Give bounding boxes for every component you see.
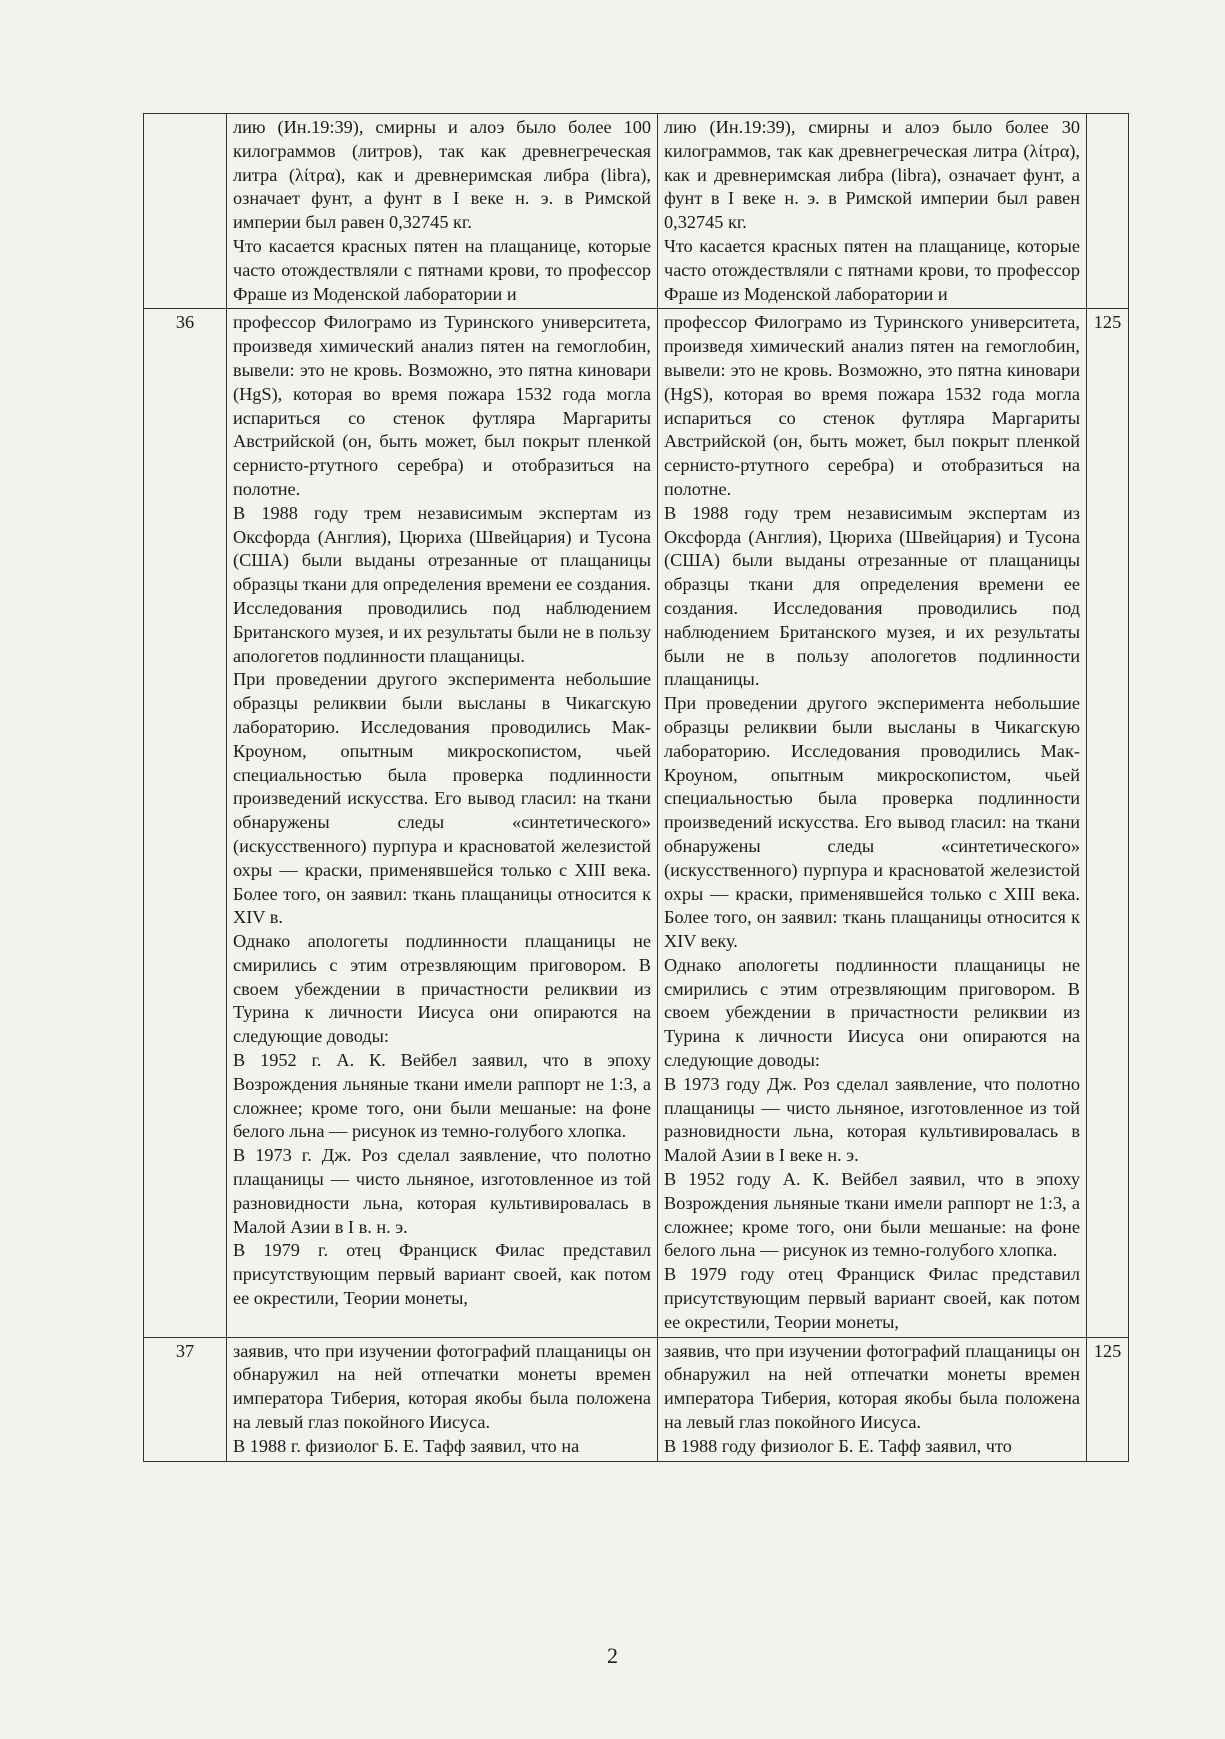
paragraph: В 1988 г. физиолог Б. Е. Тафф заявил, что на	[233, 1435, 580, 1456]
original-text-cell	[227, 114, 658, 309]
paragraph: При проведении другого эксперимента небольшие образцы реликвии были высланы в Чикагскую лабораторию. Исследования проводились Мак-Кроуном, опытным микроскопистом, чьей специальностью была проверка подлинности произведений искусства. Его вывод гласил: на ткани обнаружены следы «синтетического» (искусственного) пурпура и красноватой железистой охры — краски, применявшейся только с XIII века. Более того, он заявил: ткань плащаницы относится к XIV в.	[233, 669, 651, 928]
paragraph: Однако апологеты подлинности плащаницы не смирились с этим отрезвляющим приговором. В своем убеждении в причастности реликвии из Турина к личности Иисуса они опираются на следующие доводы:	[664, 954, 1080, 1071]
paragraph: В 1973 году Дж. Роз сделал заявление, что полотно плащаницы — чисто льняное, изготовленное из той разновидности льна, которая культивировалась в Малой Азии в I веке н. э.	[664, 1073, 1080, 1166]
paragraph: В 1988 году физиолог Б. Е. Тафф заявил, что	[664, 1435, 1012, 1456]
row-number	[144, 114, 227, 309]
paragraph: В 1952 г. А. К. Вейбел заявил, что в эпоху Возрождения льняные ткани имели раппорт не 1:3, а сложнее; кроме того, они были мешаные: на фоне белого льна — рисунок из темно-голубого хлопка.	[233, 1050, 651, 1142]
paragraph: В 1973 г. Дж. Роз сделал заявление, что полотно плащаницы — чисто льняное, изготовленное из той разновидности льна, которая культивировалась в Малой Азии в I в. н. э.	[233, 1145, 651, 1237]
page-ref: 125	[1087, 1337, 1129, 1461]
corrected-text-cell	[658, 114, 1087, 309]
paragraph: В 1979 году отец Франциск Филас представил присутствующим первый вариант своей, как потом ее окрестили, Теории монеты,	[664, 1264, 1080, 1332]
page-ref: 125	[1087, 309, 1129, 1337]
corrected-text-cell	[658, 1337, 1087, 1461]
table-row	[144, 114, 1129, 309]
page-ref	[1087, 114, 1129, 309]
comparison-table	[143, 113, 1129, 1462]
paragraph: Однако апологеты подлинности плащаницы не смирились с этим отрезвляющим приговором. В своем убеждении в причастности реликвии из Турина к личности Иисуса они опираются на следующие доводы:	[233, 931, 651, 1047]
corrected-text-cell	[658, 309, 1087, 1337]
paragraph: В 1988 году трем независимым экспертам из Оксфорда (Англия), Цюриха (Швейцария) и Тусона (США) были выданы отрезанные от плащаницы образцы ткани для определения времени ее создания. Исследования проводились под наблюдением Британского музея, и их результаты были не в пользу апологетов подлинности плащаницы.	[664, 502, 1080, 690]
paragraph: профессор Филограмо из Туринского университета, произведя химический анализ пятен на гемоглобин, вывели: это не кровь. Возможно, это пятна киновари (HgS), которая во время пожара 1532 года могла испариться со стенок футляра Маргариты Австрийской (он, быть может, был покрыт пленкой сернисто-ртутного серебра) и отобразиться на полотне.	[664, 312, 1080, 499]
paragraph: заявив, что при изучении фотографий плащаницы он обнаружил на ней отпечатки монеты времен императора Тиберия, которая якобы была положена на левый глаз покойного Иисуса.	[664, 1340, 1080, 1433]
paragraph: В 1952 году А. К. Вейбел заявил, что в эпоху Возрождения льняные ткани имели раппорт не 1:3, а сложнее; кроме того, они были мешаные: на фоне белого льна — рисунок из темно-голубого хлопка.	[664, 1169, 1080, 1261]
row-number: 37	[144, 1337, 227, 1461]
paragraph: В 1988 году трем независимым экспертам из Оксфорда (Англия), Цюриха (Швейцария) и Тусона (США) были выданы отрезанные от плащаницы образцы ткани для определения времени ее создания. Исследования проводились под наблюдением Британского музея, и их результаты были не в пользу апологетов подлинности плащаницы.	[233, 502, 651, 666]
paragraph: лию (Ин.19:39), смирны и алоэ было более 30 килограммов, так как древнегреческая литра (λίτρα), как и древнеримская либра (libra), означает фунт, а фунт в I веке н. э. в Римской империи был равен 0,32745 кг.	[664, 117, 1080, 233]
page-number: 2	[607, 1643, 618, 1668]
paragraph: заявив, что при изучении фотографий плащаницы он обнаружил на ней отпечатки монеты времен императора Тиберия, которая якобы была положена на левый глаз покойного Иисуса.	[233, 1340, 651, 1433]
paragraph: профессор Филограмо из Туринского университета, произведя химический анализ пятен на гемоглобин, вывели: это не кровь. Возможно, это пятна киновари (HgS), которая во время пожара 1532 года могла испариться со стенок футляра Маргариты Австрийской (он, быть может, был покрыт пленкой сернисто-ртутного серебра) и отобразиться на полотне.	[233, 312, 651, 499]
paragraph: При проведении другого эксперимента небольшие образцы реликвии были высланы в Чикагскую лабораторию. Исследования проводились Мак-Кроуном, опытным микроскопистом, чьей специальностью была проверка подлинности произведений искусства. Его вывод гласил: на ткани обнаружены следы «синтетического» (искусственного) пурпура и красноватой железистой охры — краски, применявшейся только с XIII века. Более того, он заявил: ткань плащаницы относится к XIV веку.	[664, 693, 1080, 952]
row-number: 36	[144, 309, 227, 1337]
paragraph: В 1979 г. отец Франциск Филас представил присутствующим первый вариант своей, как потом ее окрестили, Теории монеты,	[233, 1240, 651, 1309]
table-row	[144, 1337, 1129, 1461]
paragraph: лию (Ин.19:39), смирны и алоэ было более 100 килограммов (литров), так как древнегреческая литра (λίτρα), как и древнеримская либра (libra), означает фунт, а фунт в I веке н. э. в Римской империи был равен 0,32745 кг.	[233, 117, 651, 233]
original-text-cell	[227, 1337, 658, 1461]
paragraph: Что касается красных пятен на плащанице, которые часто отождествляли с пятнами крови, то профессор Фраше из Моденской лаборатории и	[233, 235, 651, 304]
table-row	[144, 309, 1129, 1337]
paragraph: Что касается красных пятен на плащанице, которые часто отождествляли с пятнами крови, то профессор Фраше из Моденской лаборатории и	[664, 235, 1080, 304]
original-text-cell	[227, 309, 658, 1337]
